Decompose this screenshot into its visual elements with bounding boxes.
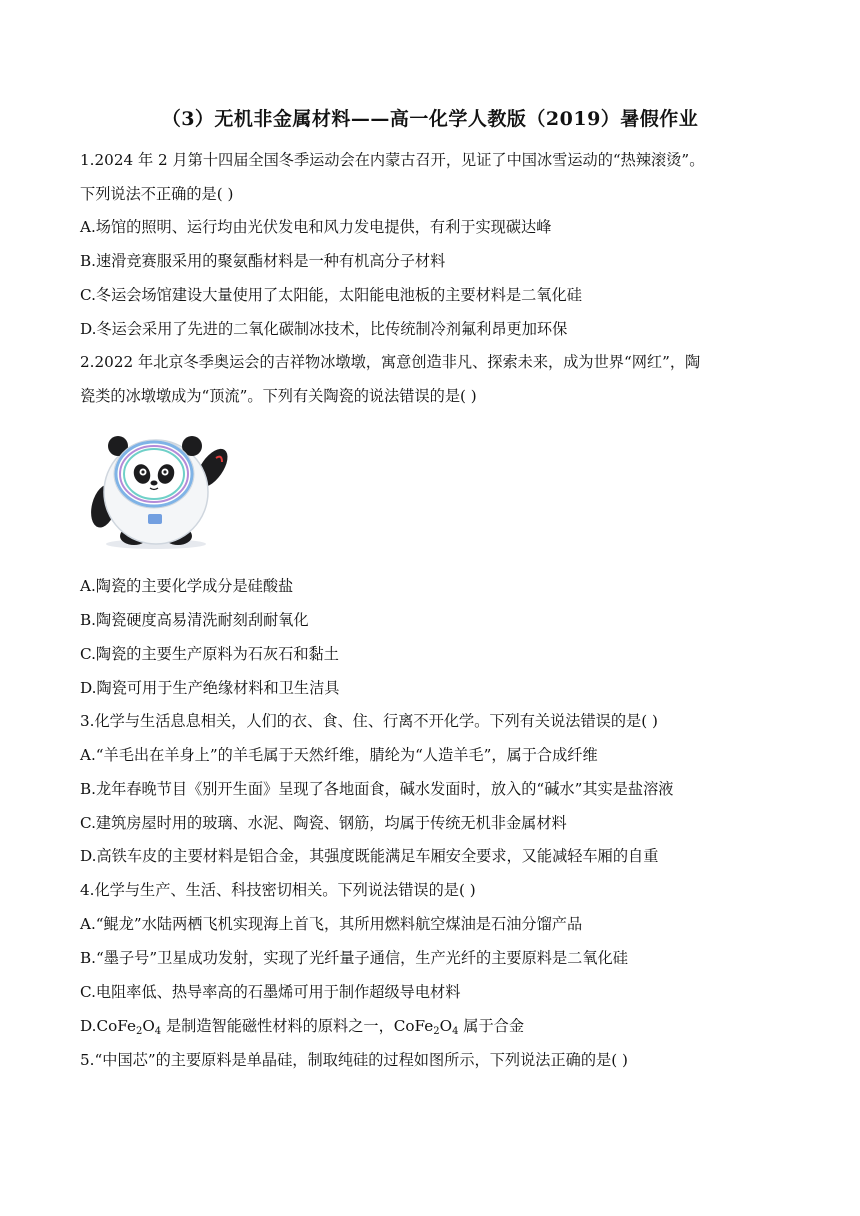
formula-subscript: 2	[433, 1026, 440, 1037]
formula-cofe2o4	[394, 1017, 459, 1035]
q3-option-d: D.高铁车皮的主要材料是铝合金，其强度既能满足车厢安全要求，又能减轻车厢的自重	[80, 847, 659, 865]
q1-option-d: D.冬运会采用了先进的二氧化碳制冰技术，比传统制冷剂氟利昂更加环保	[80, 320, 568, 338]
q2-option-b: B.陶瓷硬度高易清洗耐刻刮耐氧化	[80, 611, 309, 629]
q2-option-c: C.陶瓷的主要生产原料为石灰石和黏土	[80, 645, 339, 663]
q4-option-b: B.“墨子号”卫星成功发射，实现了光纤量子通信，生产光纤的主要原料是二氧化硅	[80, 949, 628, 967]
formula-subscript: 4	[154, 1026, 162, 1037]
q3-option-c: C.建筑房屋时用的玻璃、水泥、陶瓷、钢筋，均属于传统无机非金属材料	[80, 814, 567, 832]
formula-part: CoFe	[96, 1017, 136, 1035]
q4-stem: 4.化学与生产、生活、科技密切相关。下列说法错误的是( )	[80, 881, 476, 899]
bing-dwen-dwen-mascot-image	[84, 428, 240, 550]
q2-stem-line1: 2.2022 年北京冬季奥运会的吉祥物冰墩墩，寓意创造非凡、探索未来，成为世界“网红”，陶	[80, 353, 701, 371]
q3-option-a: A.“羊毛出在羊身上”的羊毛属于天然纤维，腈纶为“人造羊毛”，属于合成纤维	[80, 746, 598, 764]
formula-part: CoFe	[393, 1017, 434, 1035]
formula-cofe2o4	[96, 1017, 161, 1035]
q2-stem-line2: 瓷类的冰墩墩成为“顶流”。下列有关陶瓷的说法错误的是( )	[80, 387, 477, 405]
formula-subscript: 4	[452, 1026, 459, 1037]
q2-option-d: D.陶瓷可用于生产绝缘材料和卫生洁具	[80, 679, 340, 697]
q4-option-a: A.“鲲龙”水陆两栖飞机实现海上首飞，其所用燃料航空煤油是石油分馏产品	[80, 915, 583, 933]
q1-option-b: B.速滑竞赛服采用的聚氨酯材料是一种有机高分子材料	[80, 252, 446, 270]
page-title: （3）无机非金属材料——高一化学人教版（2019）暑假作业	[161, 108, 699, 130]
q3-option-b: B.龙年春晚节目《别开生面》呈现了各地面食，碱水发面时，放入的“碱水”其实是盐溶液	[80, 780, 674, 798]
q4-option-d-prefix: D.	[80, 1017, 97, 1035]
q1-stem-line1: 1.2024 年 2 月第十四届全国冬季运动会在内蒙古召开，见证了中国冰雪运动的“热辣滚烫”。	[80, 151, 705, 169]
q4-option-d-suffix: 属于合金	[458, 1017, 525, 1035]
q4-option-d-mid: 是制造智能磁性材料的原料之一，	[161, 1017, 394, 1035]
q5-stem: 5.“中国芯”的主要原料是单晶硅，制取纯硅的过程如图所示，下列说法正确的是( )	[80, 1051, 628, 1069]
q4-option-d	[80, 1015, 524, 1037]
formula-part: O	[142, 1017, 155, 1035]
q1-option-a: A.场馆的照明、运行均由光伏发电和风力发电提供，有利于实现碳达峰	[80, 218, 552, 236]
q4-option-c: C.电阻率低、热导率高的石墨烯可用于制作超级导电材料	[80, 983, 461, 1001]
q3-stem: 3.化学与生活息息相关，人们的衣、食、住、行离不开化学。下列有关说法错误的是( )	[80, 712, 658, 730]
formula-subscript: 2	[135, 1026, 143, 1037]
q1-option-c: C.冬运会场馆建设大量使用了太阳能，太阳能电池板的主要材料是二氧化硅	[80, 286, 582, 304]
q1-stem-line2: 下列说法不正确的是( )	[80, 185, 234, 203]
formula-part: O	[439, 1017, 453, 1035]
q2-option-a: A.陶瓷的主要化学成分是硅酸盐	[80, 577, 294, 595]
